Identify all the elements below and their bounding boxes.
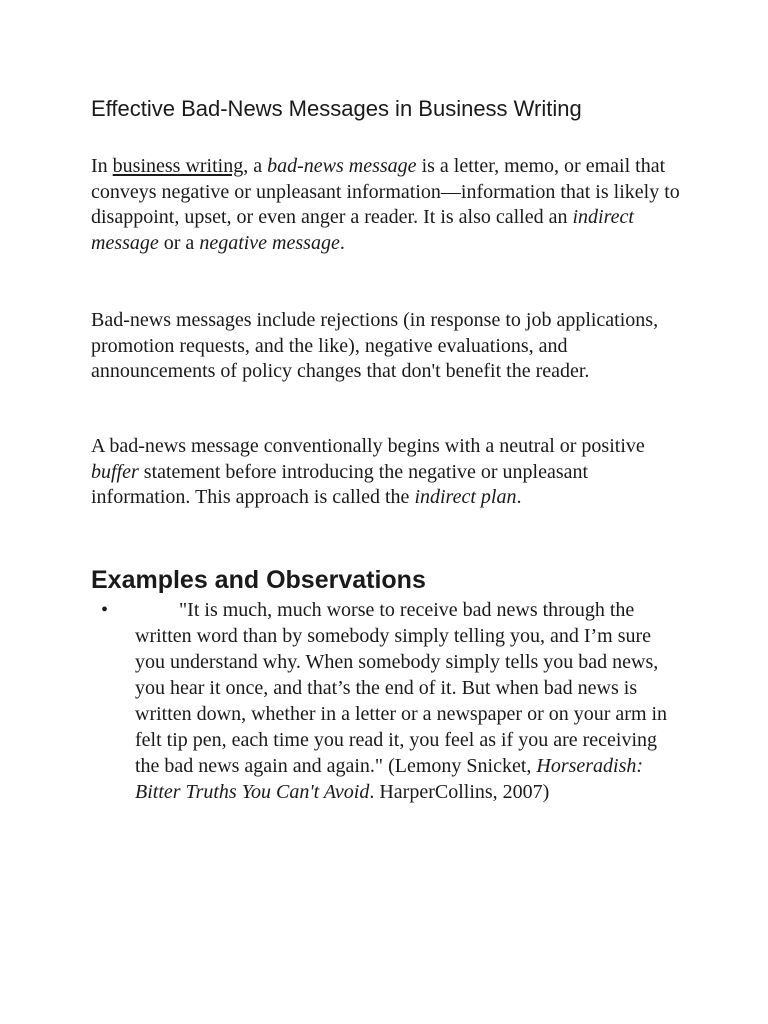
paragraph-text: , a — [243, 155, 268, 177]
paragraph-text: statement before introducing the negative or unpleasant information. This approach is called the — [91, 460, 589, 509]
paragraph-examples: Bad-news messages include rejections (in response to job applications, promotion requests, and the like), negative evaluations, and announcements of policy changes that don't benefit the reader. — [91, 309, 659, 383]
quote-text — [135, 597, 680, 805]
paragraph-text: . — [339, 231, 345, 254]
paragraph-definition — [91, 154, 691, 256]
list-item — [0, 597, 768, 805]
paragraph-text: . — [516, 486, 522, 509]
term-buffer: buffer — [91, 460, 139, 483]
term-negative-message: negative message — [199, 231, 340, 254]
quote-source-rest: . HarperCollins, 2007) — [369, 781, 550, 803]
document-title: Effective Bad-News Messages in Business Writing — [91, 96, 582, 121]
paragraph-text: A bad-news message conventionally begins with a neutral or positive — [91, 435, 645, 457]
quote-source-title: Horseradish: Bitter Truths You Can't Avoid — [135, 755, 644, 803]
term-indirect-plan: indirect plan — [414, 486, 517, 509]
business-writing-link[interactable]: business writing — [112, 155, 244, 177]
quote-list — [0, 597, 768, 805]
paragraph-buffer — [91, 434, 691, 511]
quote-body: "It is much, much worse to receive bad news through the written word than by somebody simply telling you, and I’m sure you understand why. When somebody simply tells you bad news, you hear it once, and that’s the end of it. But when bad news is written down, whether in a letter or a newspaper or on your arm in felt tip pen, each time you read it, you feel as if you are receiving the bad news again and again." (Lemony Snicket, — [135, 599, 668, 777]
paragraph-text: In — [91, 155, 113, 177]
section-heading-examples: Examples and Observations — [91, 566, 426, 594]
paragraph-text: is a letter, memo, or email that conveys negative or unpleasant information—information that is likely to disappoint, upset, or even anger a reader. It is also called an — [91, 155, 680, 229]
paragraph-text: or a — [158, 231, 200, 254]
bullet-icon: • — [101, 599, 109, 621]
term-bad-news-message: bad-news message — [267, 155, 417, 177]
term-indirect-message: indirect message — [91, 206, 634, 254]
